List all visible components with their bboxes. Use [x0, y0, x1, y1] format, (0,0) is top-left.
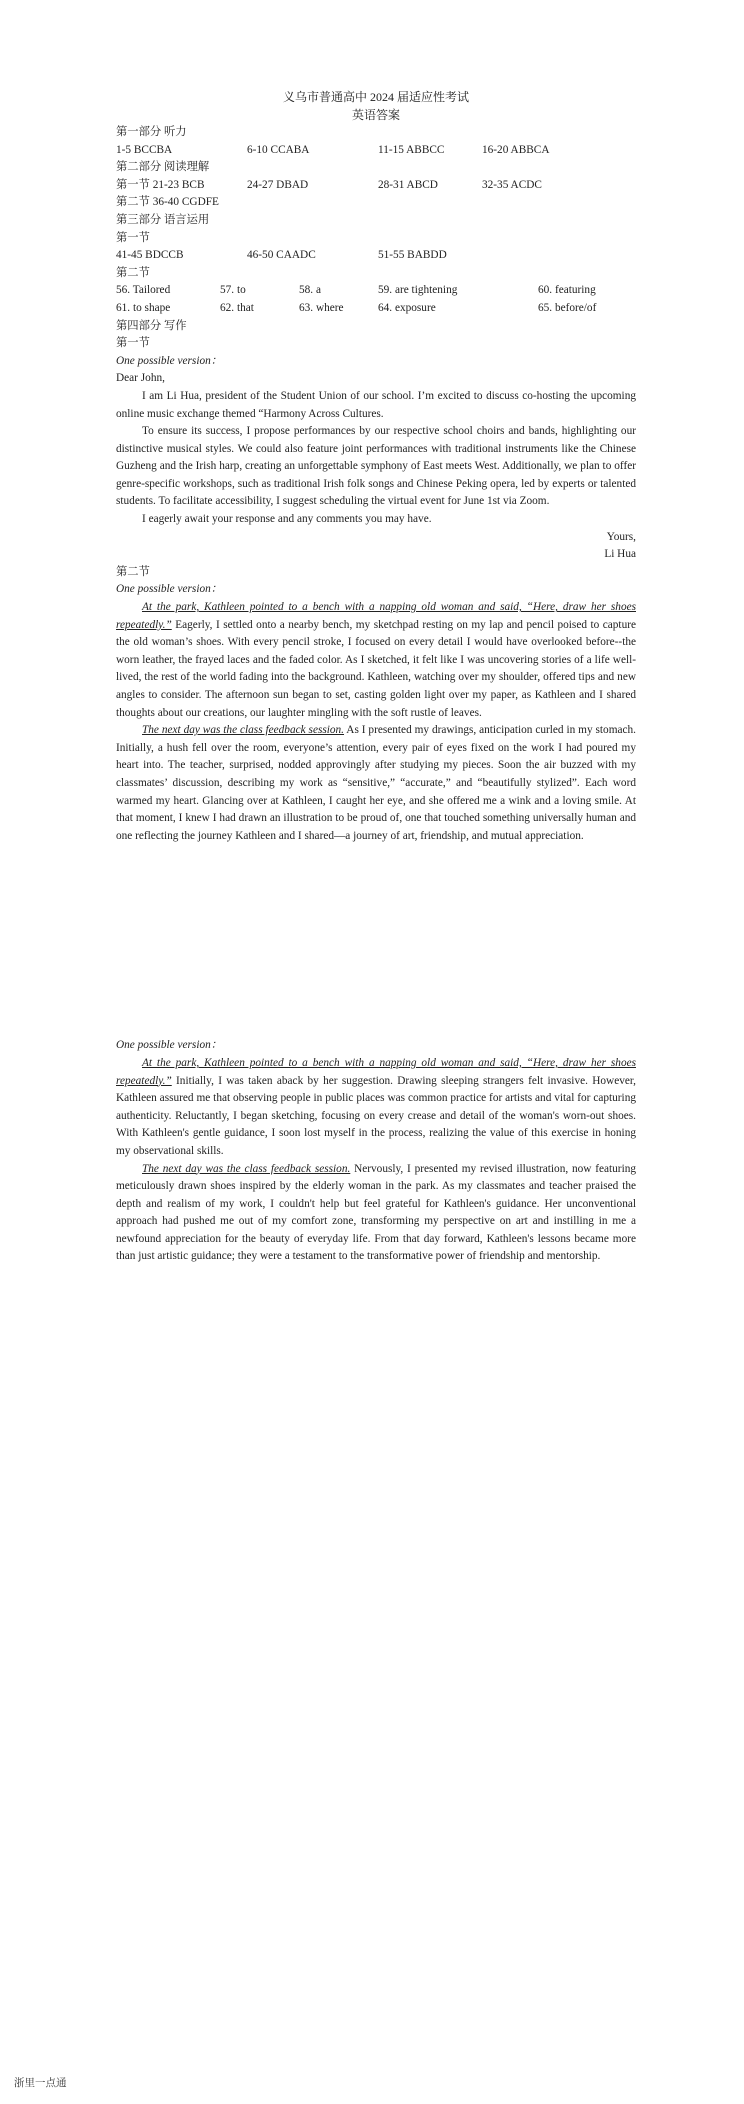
story-paragraph — [116, 722, 636, 845]
answer-item: 57. to — [220, 284, 246, 297]
answer-item: 59. are tightening — [378, 284, 458, 297]
answer-group: 第一节 21-23 BCB — [116, 178, 205, 191]
story-paragraph — [116, 599, 636, 722]
reading-heading: 第二部分 阅读理解 — [116, 161, 210, 174]
letter-closing: Yours, — [606, 530, 636, 543]
page-subtitle: 英语答案 — [351, 108, 400, 122]
version-label: One possible version： — [116, 583, 223, 596]
writing-heading: 第四部分 写作 — [116, 319, 187, 332]
language-section1-heading: 第一节 — [116, 231, 150, 244]
language-section2-row2 — [116, 300, 636, 318]
story-paragraph — [116, 1055, 636, 1161]
reading-section1-answers — [116, 177, 636, 195]
answer-group: 24-27 DBAD — [247, 178, 309, 191]
writing-section2-heading: 第二节 — [116, 565, 150, 578]
page-title: 义乌市普通高中 2024 届适应性考试 — [282, 90, 469, 104]
story-text: Nervously, I presented my revised illustration, now featuring meticulously drawn shoes inspired by the elderly woman in the park. As my classmates and teacher praised the depth and realism of my work, I couldn't help but feel grateful for Kathleen's guidance. Her unconventional approach had pushed me out of my comfort zone, transforming my perspective on art and instilling in me a newfound appreciation for the beauty of everyday life. From that day forward, Kathleen's lessons became more than just artistic guidance; they were a testament to the transformative power of friendship and mentorship. — [116, 1162, 637, 1263]
letter-paragraph: I eagerly await your response and any comments you may have. — [142, 513, 432, 526]
language-section2-row1 — [116, 282, 636, 300]
answer-item: 65. before/of — [538, 301, 597, 314]
answer-group: 32-35 ACDC — [482, 178, 542, 191]
blank-space — [116, 845, 636, 1037]
answer-group: 28-31 ABCD — [378, 178, 438, 191]
language-section2-heading: 第二节 — [116, 266, 150, 279]
letter-paragraph: I am Li Hua, president of the Student Union of our school. I’m excited to discuss co-hosting the upcoming online music exchange themed “Harmony Across Cultures. — [116, 389, 636, 420]
letter-paragraph: To ensure its success, I propose performances by our respective school choirs and bands, highlighting our distinctive musical styles. We could also feature joint performances with traditional instruments like the Chinese Guzheng and the Irish harp, creating an unforgettable symphony of East meets West. Additionally, we plan to offer genre-specific workshops, such as traditional Irish folk songs and Chinese Peking opera, led by experts or talented students. To facilitate accessibility, I suggest scheduling the virtual event for June 1st via Zoom. — [116, 425, 636, 508]
answer-sheet — [116, 88, 636, 1266]
letter-signature: Li Hua — [604, 548, 636, 561]
given-lead-sentence: At the park, Kathleen pointed to a bench with a napping old woman and said, “Here, draw her shoes repeatedly.” — [116, 1056, 636, 1087]
answer-item: 63. where — [299, 301, 344, 314]
language-heading: 第三部分 语言运用 — [116, 213, 210, 226]
story-text: Initially, I was taken aback by her suggestion. Drawing sleeping strangers felt invasive. However, Kathleen assured me that observing people in public places was common practice for artists and vital for capturing authenticity. Reluctantly, I began sketching, focusing on every crease and detail of the woman's worn-out shoes. With Kathleen's gentle guidance, I soon lost myself in the process, realizing the value of this exercise in honing my observational skills. — [116, 1074, 636, 1157]
reading-section2-answers: 第二节 36-40 CGDFE — [116, 196, 219, 209]
story-paragraph — [116, 1161, 636, 1267]
answer-group: 6-10 CCABA — [247, 143, 310, 156]
answer-group: 41-45 BDCCB — [116, 249, 184, 262]
answer-group: 51-55 BABDD — [378, 249, 447, 262]
story-text: Eagerly, I settled onto a nearby bench, my sketchpad resting on my lap and pencil poised to capture the old woman’s shoes. With every pencil stroke, I focused on every detail I would have overlooked before--the worn leather, the frayed laces and the faded color. As I sketched, it felt like I was uncovering stories of a life well-lived, the rest of the world fading into the background. Kathleen, watching over my shoulder, offered tips and new angles to consider. The afternoon sun began to set, casting golden light over my paper, as Kathleen and I shared thoughts about our creations, our laughter mingling with the soft rustle of leaves. — [116, 618, 636, 719]
writing-section1-heading: 第一节 — [116, 337, 150, 350]
answer-group: 11-15 ABBCC — [378, 143, 445, 156]
version-label: One possible version： — [116, 354, 223, 367]
story-text: As I presented my drawings, anticipation curled in my stomach. Initially, a hush fell over the room, everyone’s attention, every pair of eyes fixed on the work I had poured my heart into. The teacher, surprised, nodded approvingly after studying my pieces. Soon the air buzzed with my classmates’ discussion, describing my work as “sensitive,” “accurate,” and “beautifully stylized”. Each word warmed my heart. Glancing over at Kathleen, I caught her eye, and she offered me a wink and a loving smile. At that moment, I knew I had drawn an illustration to be proud of, one that touched something universally human and one reflecting the journey Kathleen and I shared—a journey of art, friendship, and mutual appreciation. — [116, 724, 636, 842]
answer-group: 46-50 CAADC — [247, 249, 316, 262]
language-section1-answers — [116, 247, 636, 265]
answer-item: 58. a — [299, 284, 321, 297]
version-label: One possible version： — [116, 1039, 223, 1052]
footer-watermark: 浙里一点通 — [14, 2077, 67, 2089]
answer-item: 61. to shape — [116, 301, 171, 314]
listening-heading: 第一部分 听力 — [116, 126, 187, 138]
given-lead-sentence: The next day was the class feedback session. — [142, 1162, 351, 1175]
answer-group: 16-20 ABBCA — [482, 143, 550, 156]
listening-answers — [116, 142, 636, 160]
answer-item: 62. that — [220, 301, 254, 314]
answer-group: 1-5 BCCBA — [116, 143, 173, 156]
given-lead-sentence: At the park, Kathleen pointed to a bench with a napping old woman and said, “Here, draw her shoes repeatedly.” — [116, 601, 636, 631]
given-lead-sentence: The next day was the class feedback session. — [142, 724, 345, 737]
letter-greeting: Dear John, — [116, 372, 165, 385]
answer-item: 60. featuring — [538, 284, 596, 297]
answer-item: 64. exposure — [378, 301, 436, 314]
answer-item: 56. Tailored — [116, 284, 171, 297]
